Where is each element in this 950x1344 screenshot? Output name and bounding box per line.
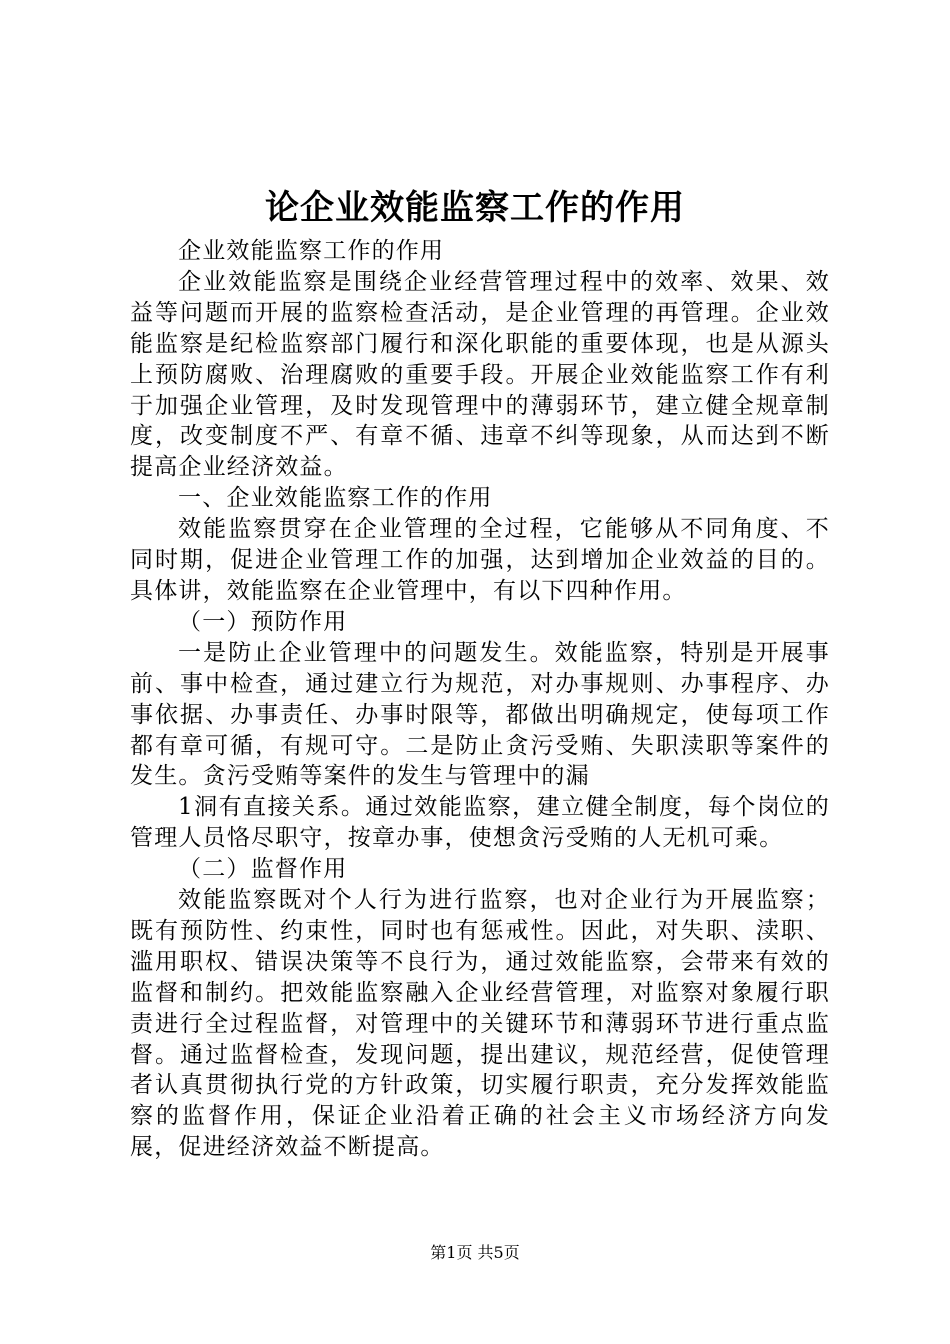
- subtitle-paragraph: 企业效能监察工作的作用: [178, 238, 445, 264]
- intro-paragraph: 企业效能监察是围绕企业经营管理过程中的效率、效果、效益等问题而开展的监察检查活动，是企业管理的再管理。企业效能监察是纪检监察部门履行和深化职能的重要体现，也是从源头上预防腐败、治理腐败的重要手段。开展企业效能监察工作有利于加强企业管理，及时发现管理中的薄弱环节，建立健全规章制度，改变制度不严、有章不循、违章不纠等现象，从而达到不断提高企业经济效益。: [130, 268, 830, 481]
- supervision-paragraph: 效能监察既对个人行为进行监察，也对企业行为开展监察；既有预防性、约束性，同时也有惩戒性。因此，对失职、渎职、滥用职权、错误决策等不良行为，通过效能监察，会带来有效的监督和制约。把效能监察融入企业经营管理，对监察对象履行职责进行全过程监督，对管理中的关键环节和薄弱环节进行重点监督。通过监督检查，发现问题，提出建议，规范经营，促使管理者认真贯彻执行党的方针政策，切实履行职责，充分发挥效能监察的监督作用，保证企业沿着正确的社会主义市场经济方向发展，促进经济效益不断提高。: [130, 887, 830, 1161]
- prevention-paragraph-continued: 1洞有直接关系。通过效能监察，建立健全制度，每个岗位的管理人员恪尽职守，按章办事，使想贪污受贿的人无机可乘。: [130, 794, 830, 852]
- document-title: 论企业效能监察工作的作用: [265, 188, 685, 228]
- prevention-paragraph: 一是防止企业管理中的问题发生。效能监察，特别是开展事前、事中检查，通过建立行为规范，对办事规则、办事程序、办事依据、办事责任、办事时限等，都做出明确规定，使每项工作都有章可循，有规可守。二是防止贪污受贿、失职渎职等案件的发生。贪污受贿等案件的发生与管理中的漏: [130, 639, 830, 790]
- subsection-heading-supervision: （二）监督作用: [178, 856, 348, 883]
- page-number-footer: 第1页 共5页: [430, 1243, 520, 1262]
- section-1-paragraph: 效能监察贯穿在企业管理的全过程，它能够从不同角度、不同时期，促进企业管理工作的加强，达到增加企业效益的目的。具体讲，效能监察在企业管理中，有以下四种作用。: [130, 516, 830, 604]
- section-heading-1: 一、企业效能监察工作的作用: [178, 485, 493, 512]
- subsection-heading-prevention: （一）预防作用: [178, 608, 348, 635]
- document-body: [130, 236, 830, 1163]
